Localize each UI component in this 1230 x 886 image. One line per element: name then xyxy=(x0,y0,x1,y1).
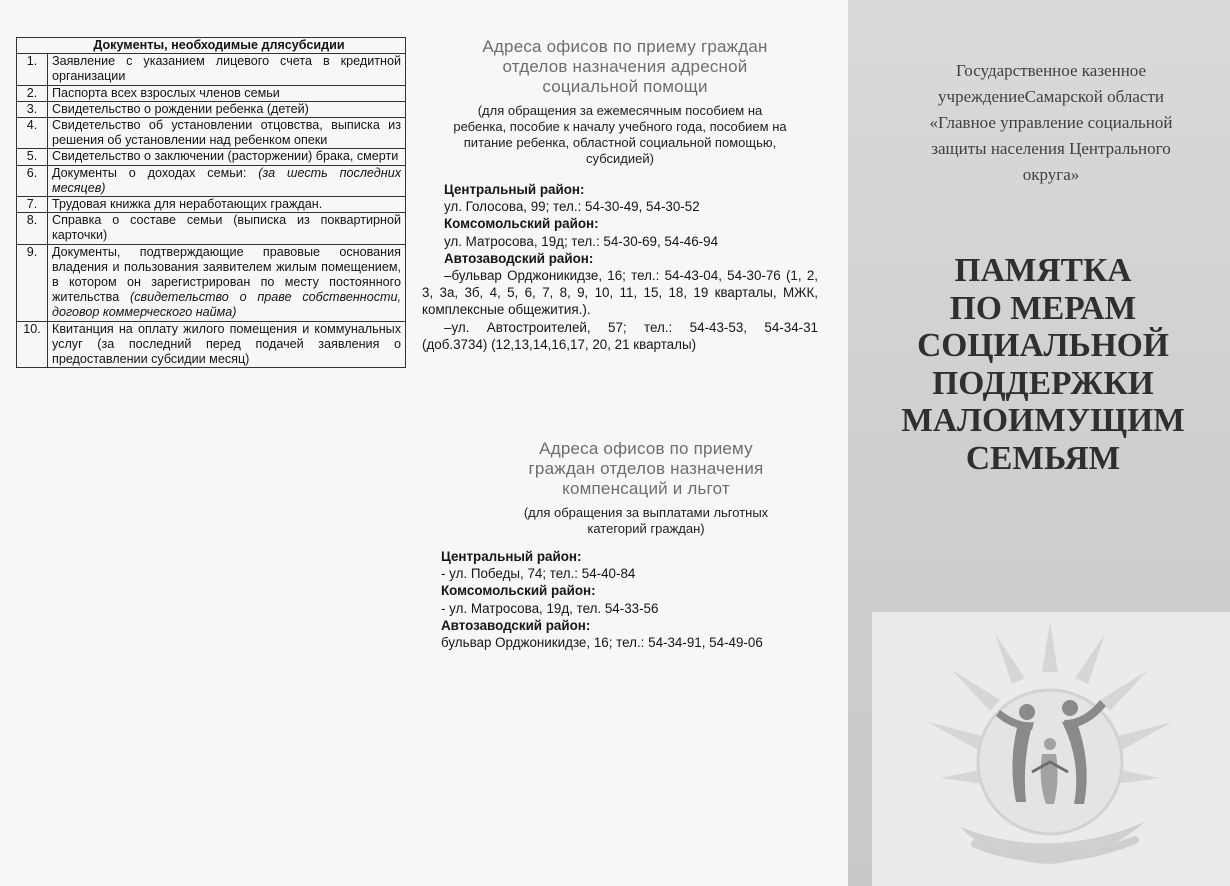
table-row xyxy=(17,197,406,213)
row-number: 8. xyxy=(17,213,48,244)
compensation-subtitle xyxy=(460,505,832,537)
memo-title-line: МАЛОИМУЩИМ xyxy=(901,402,1185,439)
district-label-komsomol: Комсомольский район: xyxy=(441,583,596,599)
address-komsomol: - ул. Матросова, 19д, тел. 54-33-56 xyxy=(441,600,659,616)
row-text-italic: (свидетельство о праве собственности, договор коммерческого найма) xyxy=(52,290,402,320)
organization-name xyxy=(892,58,1210,188)
address-avtozavod-2: –ул. Автостроителей, 57; тел.: 54-43-53, 54-34-31 (доб.3734) (12,13,14,16,17, 20, 21 кварталы) xyxy=(422,319,818,352)
org-line: округа» xyxy=(1022,165,1080,184)
district-label-central: Центральный район: xyxy=(444,182,585,197)
sun-family-logo-icon xyxy=(900,612,1200,882)
row-number: 1. xyxy=(17,54,48,85)
memo-title-line: ПОДДЕРЖКИ xyxy=(932,364,1154,402)
subtitle-line: категорий граждан) xyxy=(587,521,705,536)
row-text: Свидетельство о рождении ребенка (детей) xyxy=(48,101,406,117)
row-text: Свидетельство об установлении отцовства, выписка из решения об установлении над ребенком опеки xyxy=(48,118,406,149)
org-line: Государственное казенное xyxy=(955,61,1147,80)
row-text: Справка о составе семьи (выписка из поквартирной карточки) xyxy=(48,213,406,244)
row-number: 2. xyxy=(17,85,48,101)
row-number: 3. xyxy=(17,101,48,117)
memo-title-line: СЕМЬЯМ xyxy=(965,439,1121,477)
subtitle-line: (для обращения за выплатами льготных xyxy=(523,505,769,520)
title-line: отделов назначения адресной xyxy=(502,57,748,76)
row-text: Паспорта всех взрослых членов семьи xyxy=(48,85,406,101)
row-text: Документы о доходах семьи: xyxy=(52,165,247,180)
table-header-row xyxy=(17,38,406,54)
table-row xyxy=(17,101,406,117)
district-label-komsomol: Комсомольский район: xyxy=(444,216,599,232)
row-text-cell xyxy=(48,244,406,321)
title-line: граждан отделов назначения xyxy=(528,459,764,478)
subtitle-line: ребенка, пособие к началу учебного года, пособием на xyxy=(453,119,787,134)
row-number: 4. xyxy=(17,118,48,149)
memo-title-line: ПАМЯТКА xyxy=(954,252,1132,289)
memo-title-line: ПО МЕРАМ xyxy=(949,289,1137,327)
address-avtozavod-1: –бульвар Орджоникидзе, 16; тел.: 54-43-04, 54-30-76 (1, 2, 3, 3а, 3б, 4, 5, 6, 7, 8, 9, 10, 11, 15, 18, 19 кварталы, МЖК, комплексные общежития.). xyxy=(422,268,818,318)
org-line: защиты населения Центрального xyxy=(931,139,1171,158)
row-text: Заявление с указанием лицевого счета в кредитной организации xyxy=(48,54,406,85)
subtitle-line: субсидией) xyxy=(586,151,654,166)
row-number: 5. xyxy=(17,149,48,165)
title-line: Адреса офисов по приему xyxy=(539,439,753,458)
row-number: 6. xyxy=(17,165,48,196)
title-line: компенсаций и льгот xyxy=(562,479,730,498)
title-line: Адреса офисов по приему граждан xyxy=(482,37,768,56)
table-row xyxy=(17,149,406,165)
table-row xyxy=(17,85,406,101)
table-row xyxy=(17,213,406,244)
row-number: 7. xyxy=(17,197,48,213)
social-help-subtitle xyxy=(420,103,820,167)
subtitle-line: питание ребенка, областной социальной помощью, xyxy=(463,135,777,150)
table-header: Документы, необходимые длясубсидии xyxy=(17,38,406,54)
row-text: Трудовая книжка для неработающих граждан. xyxy=(48,197,406,213)
address-central: ул. Голосова, 99; тел.: 54-30-49, 54-30-52 xyxy=(444,199,700,215)
table-row xyxy=(17,321,406,368)
social-help-title xyxy=(430,37,820,97)
district-label-avtozavod: Автозаводский район: xyxy=(441,617,591,633)
compensation-addresses xyxy=(441,548,831,651)
compensation-title xyxy=(460,439,832,499)
address-central: - ул. Победы, 74; тел.: 54-40-84 xyxy=(441,566,636,582)
table-row xyxy=(17,118,406,149)
district-label-central: Центральный район: xyxy=(441,549,582,564)
row-number: 9. xyxy=(17,244,48,321)
district-label-avtozavod: Автозаводский район: xyxy=(444,250,594,266)
row-text-italic: (за шесть последних месяцев) xyxy=(52,165,401,195)
row-text: Свидетельство о заключении (расторжении) брака, смерти xyxy=(48,149,406,165)
documents-table xyxy=(16,37,406,368)
row-text-cell xyxy=(48,165,406,196)
row-number: 10. xyxy=(17,321,48,368)
address-komsomol: ул. Матросова, 19д; тел.: 54-30-69, 54-46-94 xyxy=(444,233,719,249)
social-help-addresses xyxy=(422,181,818,353)
table-row xyxy=(17,54,406,85)
row-text: Квитанция на оплату жилого помещения и коммунальных услуг (за последний перед подачей заявления о предоставлении субсидии месяц) xyxy=(48,321,406,368)
table-row xyxy=(17,165,406,196)
row-text: Документы, подтверждающие правовые основания владения и пользования заявителем жилым помещением, в котором он зарегистрирован по месту постоянного жительства xyxy=(52,244,401,305)
table-row xyxy=(17,244,406,321)
memo-title-line: СОЦИАЛЬНОЙ xyxy=(917,327,1169,364)
address-avtozavod: бульвар Орджоникидзе, 16; тел.: 54-34-91, 54-49-06 xyxy=(441,635,763,651)
title-line: социальной помощи xyxy=(542,77,708,96)
org-line: учреждениеСамарской области xyxy=(938,87,1164,106)
subtitle-line: (для обращения за ежемесячным пособием на xyxy=(477,103,763,118)
org-line: «Главное управление социальной xyxy=(929,113,1173,132)
memo-title xyxy=(870,252,1216,477)
